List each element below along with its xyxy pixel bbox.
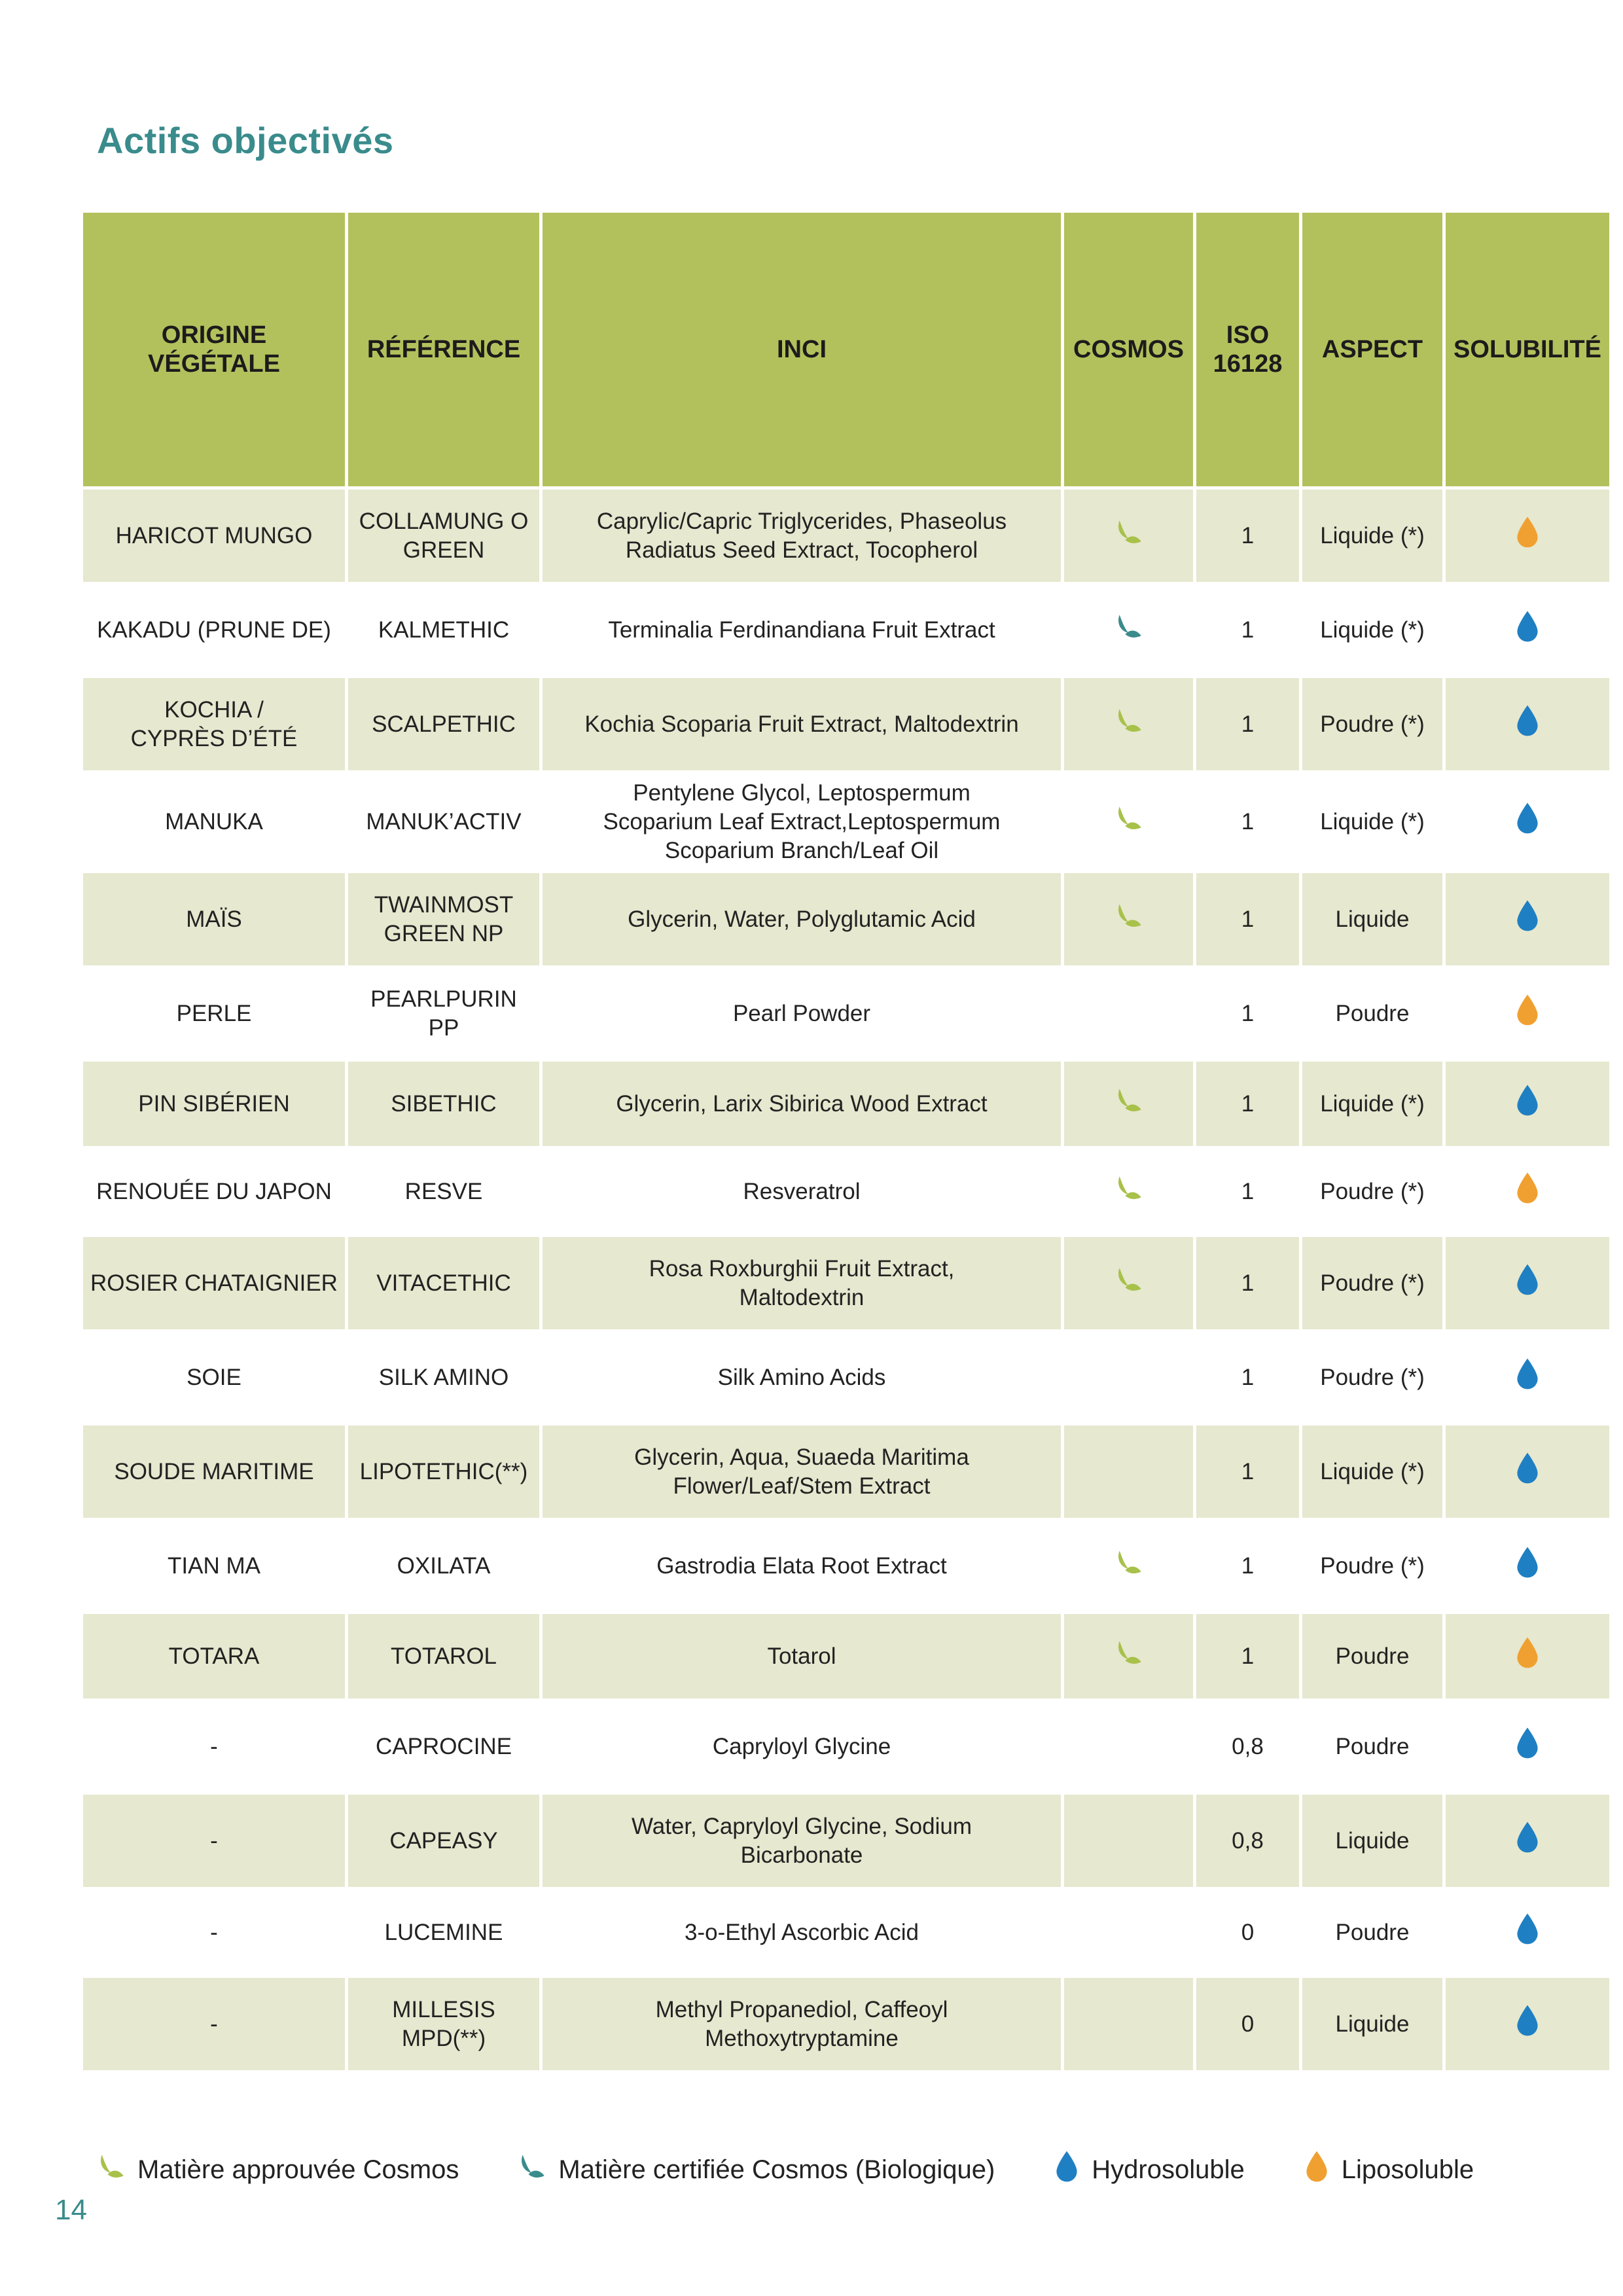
hydrosoluble-drop-icon [1514,1357,1541,1398]
cell-origine: SOUDE MARITIME [82,1424,347,1520]
cell-solubilite [1444,1331,1611,1424]
cell-aspect: Liquide [1301,1977,1444,2072]
page-title: Actifs objectivés [97,120,394,161]
cell-inci: Rosa Roxburghii Fruit Extract, Maltodextrin [541,1236,1063,1331]
approved-leaf-icon [1115,901,1143,937]
cell-iso: 1 [1195,1331,1301,1424]
cell-cosmos [1063,1520,1195,1613]
cell-iso: 0 [1195,1889,1301,1977]
header-cosmos: COSMOS [1063,211,1195,488]
hydrosoluble-drop-icon [1514,899,1541,940]
approved-leaf-icon [97,2152,137,2187]
cell-iso: 0,8 [1195,1793,1301,1889]
header-aspect: ASPECT [1301,211,1444,488]
legend-certified-label: Matière certifiée Cosmos (Biologique) [558,2155,995,2184]
table-row [82,677,1611,772]
cell-inci: Pearl Powder [541,967,1063,1060]
cell-aspect: Poudre [1301,967,1444,1060]
table-row [82,1889,1611,1977]
header-reference: RÉFÉRENCE [347,211,541,488]
cell-solubilite [1444,1977,1611,2072]
legend-hydrosoluble-label: Hydrosoluble [1092,2155,1245,2184]
cell-solubilite [1444,677,1611,772]
cell-inci: Gastrodia Elata Root Extract [541,1520,1063,1613]
cell-origine: - [82,1700,347,1793]
cell-solubilite [1444,1613,1611,1700]
hydrosoluble-drop-icon [1514,609,1541,651]
legend-liposoluble [1304,2149,1474,2190]
header-inci: INCI [541,211,1063,488]
cell-aspect: Liquide [1301,1793,1444,1889]
cell-cosmos [1063,1613,1195,1700]
cell-inci: 3-o-Ethyl Ascorbic Acid [541,1889,1063,1977]
hydrosoluble-drop-icon [1514,1912,1541,1953]
header-solubilite: SOLUBILITÉ [1444,211,1611,488]
table-row [82,1520,1611,1613]
cell-origine: - [82,1793,347,1889]
cell-aspect: Poudre (*) [1301,1148,1444,1236]
cell-inci: Terminalia Ferdinandiana Fruit Extract [541,584,1063,677]
cell-iso: 1 [1195,772,1301,872]
cell-inci: Silk Amino Acids [541,1331,1063,1424]
cell-aspect: Poudre [1301,1700,1444,1793]
table-row [82,1613,1611,1700]
cell-cosmos [1063,872,1195,967]
cell-aspect: Liquide (*) [1301,1060,1444,1148]
cell-solubilite [1444,1060,1611,1148]
cell-cosmos [1063,1889,1195,1977]
hydrosoluble-drop-icon [1514,1820,1541,1861]
cell-reference: RESVE [347,1148,541,1236]
cell-iso: 1 [1195,1236,1301,1331]
table-row [82,1424,1611,1520]
cell-iso: 1 [1195,1060,1301,1148]
cell-aspect: Poudre (*) [1301,1331,1444,1424]
cell-cosmos [1063,1060,1195,1148]
cell-iso: 1 [1195,677,1301,772]
approved-leaf-icon [1115,1638,1143,1674]
cell-cosmos [1063,488,1195,584]
cell-aspect: Poudre (*) [1301,1236,1444,1331]
cell-origine: HARICOT MUNGO [82,488,347,584]
cell-solubilite [1444,1793,1611,1889]
cell-iso: 1 [1195,1520,1301,1613]
cell-solubilite [1444,1424,1611,1520]
cell-cosmos [1063,772,1195,872]
cell-origine: RENOUÉE DU JAPON [82,1148,347,1236]
cell-inci: Capryloyl Glycine [541,1700,1063,1793]
approved-leaf-icon [1115,1548,1143,1584]
cell-solubilite [1444,967,1611,1060]
cell-origine: KOCHIA / CYPRÈS D’ÉTÉ [82,677,347,772]
cell-reference: COLLAMUNG O GREEN [347,488,541,584]
legend-approved-label: Matière approuvée Cosmos [137,2155,459,2184]
table-row [82,1060,1611,1148]
legend [97,2147,1533,2193]
legend-hydrosoluble [1054,2149,1244,2190]
certified-leaf-icon [518,2152,558,2187]
cell-reference: PEARLPURIN PP [347,967,541,1060]
cell-reference: MANUK’ACTIV [347,772,541,872]
cell-origine: TOTARA [82,1613,347,1700]
cell-iso: 1 [1195,584,1301,677]
legend-liposoluble-label: Liposoluble [1341,2155,1474,2184]
hydrosoluble-drop-icon [1514,1451,1541,1492]
liposoluble-drop-icon [1514,515,1541,556]
legend-approved [97,2152,459,2187]
cell-iso: 1 [1195,1148,1301,1236]
certified-leaf-icon [1115,612,1143,648]
cell-origine: TIAN MA [82,1520,347,1613]
cell-cosmos [1063,584,1195,677]
cell-reference: CAPEASY [347,1793,541,1889]
cell-origine: KAKADU (PRUNE DE) [82,584,347,677]
cell-solubilite [1444,1889,1611,1977]
cell-inci: Methyl Propanediol, Caffeoyl Methoxytryptamine [541,1977,1063,2072]
approved-leaf-icon [1115,1265,1143,1301]
cell-reference: LUCEMINE [347,1889,541,1977]
cell-cosmos [1063,1148,1195,1236]
cell-inci: Kochia Scoparia Fruit Extract, Maltodextrin [541,677,1063,772]
cell-reference: SILK AMINO [347,1331,541,1424]
liposoluble-drop-icon [1514,993,1541,1034]
cell-reference: VITACETHIC [347,1236,541,1331]
cell-aspect: Liquide (*) [1301,1424,1444,1520]
cell-origine: - [82,1977,347,2072]
cell-aspect: Poudre [1301,1613,1444,1700]
cell-inci: Glycerin, Larix Sibirica Wood Extract [541,1060,1063,1148]
cell-cosmos [1063,967,1195,1060]
cell-cosmos [1063,1331,1195,1424]
cell-cosmos [1063,1700,1195,1793]
legend-certified [518,2152,995,2187]
page-number: 14 [55,2194,87,2226]
table-row [82,1700,1611,1793]
cell-solubilite [1444,772,1611,872]
cell-reference: KALMETHIC [347,584,541,677]
cell-inci: Resveratrol [541,1148,1063,1236]
cell-reference: CAPROCINE [347,1700,541,1793]
cell-aspect: Liquide (*) [1301,772,1444,872]
cell-aspect: Liquide (*) [1301,488,1444,584]
cell-reference: TWAINMOST GREEN NP [347,872,541,967]
table-row [82,488,1611,584]
approved-leaf-icon [1115,1086,1143,1122]
table-body [82,488,1611,2072]
table-row [82,1793,1611,1889]
cell-reference: OXILATA [347,1520,541,1613]
cell-inci: Caprylic/Capric Triglycerides, Phaseolus Radiatus Seed Extract, Tocopherol [541,488,1063,584]
table-row [82,1977,1611,2072]
liposoluble-drop-icon [1514,1171,1541,1212]
cell-aspect: Liquide [1301,872,1444,967]
header-iso: ISO 16128 [1195,211,1301,488]
cell-aspect: Poudre (*) [1301,1520,1444,1613]
table-row [82,1331,1611,1424]
cell-origine: ROSIER CHATAIGNIER [82,1236,347,1331]
cell-inci: Pentylene Glycol, Leptospermum Scoparium Leaf Extract,Leptospermum Scoparium Branch/Leaf Oil [541,772,1063,872]
cell-iso: 1 [1195,488,1301,584]
actifs-table [80,209,1613,2073]
cell-origine: - [82,1889,347,1977]
hydrosoluble-drop-icon [1514,1726,1541,1767]
approved-leaf-icon [1115,706,1143,742]
table-row [82,1148,1611,1236]
cell-solubilite [1444,584,1611,677]
hydrosoluble-drop-icon [1514,1545,1541,1587]
cell-solubilite [1444,1148,1611,1236]
hydrosoluble-drop-icon [1054,2149,1092,2190]
header-origine: ORIGINE VÉGÉTALE [82,211,347,488]
hydrosoluble-drop-icon [1514,704,1541,745]
cell-iso: 0 [1195,1977,1301,2072]
liposoluble-drop-icon [1304,2149,1342,2190]
cell-inci: Glycerin, Aqua, Suaeda Maritima Flower/Leaf/Stem Extract [541,1424,1063,1520]
approved-leaf-icon [1115,518,1143,554]
cell-reference: SIBETHIC [347,1060,541,1148]
cell-reference: SCALPETHIC [347,677,541,772]
cell-cosmos [1063,1236,1195,1331]
cell-solubilite [1444,1236,1611,1331]
cell-inci: Water, Capryloyl Glycine, Sodium Bicarbonate [541,1793,1063,1889]
liposoluble-drop-icon [1514,1636,1541,1677]
cell-reference: MILLESIS MPD(**) [347,1977,541,2072]
hydrosoluble-drop-icon [1514,801,1541,842]
cell-origine: SOIE [82,1331,347,1424]
cell-origine: PIN SIBÉRIEN [82,1060,347,1148]
table-row [82,772,1611,872]
cell-cosmos [1063,1424,1195,1520]
hydrosoluble-drop-icon [1514,1083,1541,1124]
cell-iso: 1 [1195,1613,1301,1700]
cell-cosmos [1063,1977,1195,2072]
approved-leaf-icon [1115,804,1143,840]
table-row [82,872,1611,967]
cell-cosmos [1063,677,1195,772]
cell-solubilite [1444,1700,1611,1793]
cell-cosmos [1063,1793,1195,1889]
cell-origine: MAÏS [82,872,347,967]
hydrosoluble-drop-icon [1514,2003,1541,2045]
cell-reference: LIPOTETHIC(**) [347,1424,541,1520]
cell-origine: MANUKA [82,772,347,872]
approved-leaf-icon [1115,1174,1143,1210]
cell-aspect: Poudre [1301,1889,1444,1977]
cell-inci: Glycerin, Water, Polyglutamic Acid [541,872,1063,967]
cell-iso: 1 [1195,1424,1301,1520]
table-header-row [82,211,1611,488]
cell-solubilite [1444,1520,1611,1613]
cell-origine: PERLE [82,967,347,1060]
cell-reference: TOTAROL [347,1613,541,1700]
table-row [82,584,1611,677]
cell-inci: Totarol [541,1613,1063,1700]
cell-solubilite [1444,872,1611,967]
cell-iso: 0,8 [1195,1700,1301,1793]
cell-iso: 1 [1195,872,1301,967]
table-row [82,967,1611,1060]
cell-iso: 1 [1195,967,1301,1060]
hydrosoluble-drop-icon [1514,1263,1541,1304]
cell-aspect: Poudre (*) [1301,677,1444,772]
cell-aspect: Liquide (*) [1301,584,1444,677]
table-row [82,1236,1611,1331]
cell-solubilite [1444,488,1611,584]
